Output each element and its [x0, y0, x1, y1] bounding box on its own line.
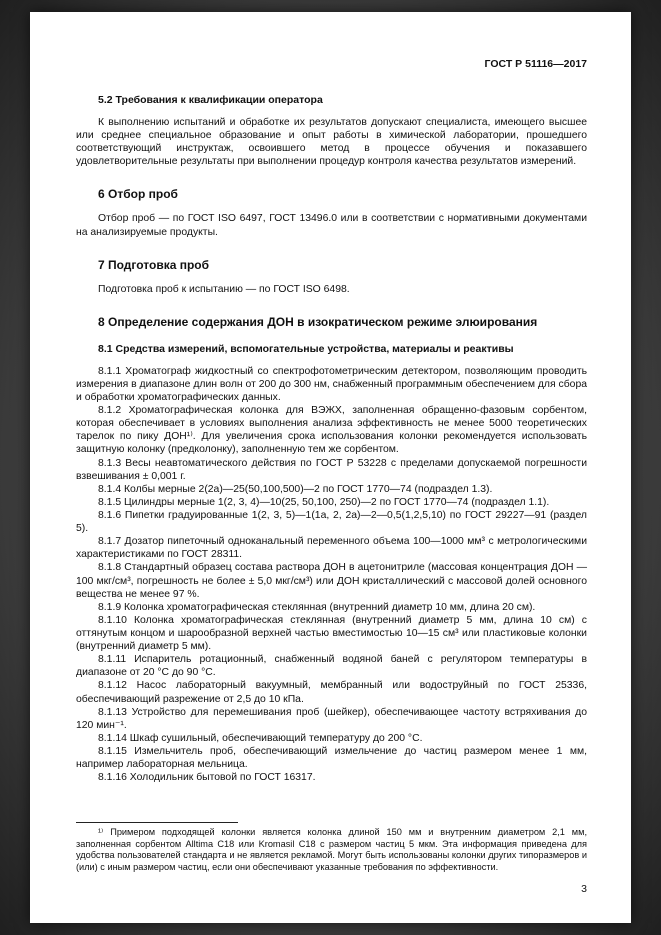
heading-5-2-operator-qualification: 5.2 Требования к квалификации оператора: [98, 94, 323, 106]
paragraph-8-1-12: 8.1.12 Насос лабораторный вакуумный, мембранный или водоструйный по ГОСТ 25336, обеспечивающий разрежение от 2,5 до 10 кПа.: [76, 680, 587, 705]
paragraph-8-1-9: 8.1.9 Колонка хроматографическая стеклянная (внутренний диаметр 10 мм, длина 20 см).: [98, 601, 536, 613]
heading-7-sample-preparation: 7 Подготовка проб: [98, 257, 210, 272]
paragraph: К выполнению испытаний и обработке их результатов допускают специалиста, имеющего высшее или среднее специальное образование и опыт работы в химической лаборатории, прошедшего соответствующий инструктаж, освоившего метод в процессе обучения и показавшего удовлетворительные результаты при выполнении процедур контроля качества результатов измерений.: [76, 117, 587, 168]
document-page: [30, 12, 631, 923]
page-number: 3: [581, 883, 587, 895]
paragraph-8-1-16: 8.1.16 Холодильник бытовой по ГОСТ 16317.: [98, 772, 316, 784]
paragraph: Подготовка проб к испытанию — по ГОСТ ISO 6498.: [98, 283, 350, 295]
paragraph-8-1-6: 8.1.6 Пипетки градуированные 1(2, 3, 5)—1(1а, 2, 2а)—2—0,5(1,2,5,10) по ГОСТ 29227—91 (раздел 5).: [76, 509, 587, 535]
paragraph-8-1-10: 8.1.10 Колонка хроматографическая стеклянная (внутренний диаметр 5 мм, длина 10 см) с оттянутым концом и шарообразной верхней частью вместимостью 10—15 см³ или пластиковые колонки (внутренний диаметр 5 мм).: [76, 614, 587, 653]
paragraph-8-1-15: 8.1.15 Измельчитель проб, обеспечивающий измельчение до частиц размером менее 1 мм, например лабораторная мельница.: [76, 745, 587, 771]
paragraph-8-1-8: 8.1.8 Стандартный образец состава раствора ДОН в ацетонитриле (массовая концентрация ДОН — 100 мкг/см³, погрешность не более ± 5,0 мкг/см³) или ДОН кристаллический с массовой долей основного вещества не менее 97 %.: [76, 562, 587, 600]
paragraph-8-1-14: 8.1.14 Шкаф сушильный, обеспечивающий температуру до 200 °С.: [98, 732, 423, 744]
paragraph: Отбор проб — по ГОСТ ISO 6497, ГОСТ 13496.0 или в соответствии с нормативными документами на анализируемые продукты.: [76, 213, 587, 238]
paragraph-8-1-4: 8.1.4 Колбы мерные 2(2а)—25(50,100,500)—2 по ГОСТ 1770—74 (подраздел 1.3).: [98, 483, 493, 495]
heading-8-don-determination: 8 Определение содержания ДОН в изократическом режиме элюирования: [98, 314, 538, 329]
footnote-rule: [76, 822, 238, 823]
doc-number: ГОСТ Р 51116—2017: [484, 58, 587, 70]
heading-8-1-instruments-materials: 8.1 Средства измерений, вспомогательные устройства, материалы и реактивы: [98, 342, 514, 355]
footnote-area: [76, 808, 587, 873]
paragraph-8-1-5: 8.1.5 Цилиндры мерные 1(2, 3, 4)—10(25, 50,100, 250)—2 по ГОСТ 1770—74 (подраздел 1.1).: [98, 496, 550, 508]
paragraph-8-1-3: 8.1.3 Весы неавтоматического действия по ГОСТ Р 53228 с пределами допускаемой погрешности взвешивания ± 0,001 г.: [76, 457, 587, 482]
paragraph-8-1-7: 8.1.7 Дозатор пипеточный одноканальный переменного объема 100—1000 мм³ с метрологическими характеристиками по ГОСТ 28311.: [76, 536, 587, 561]
footnote-text: ¹⁾ Примером подходящей колонки является колонка длиной 150 мм и внутренним диаметром 2,1 мм, заполненная сорбентом Alltima C18 или Kromasil C18 с размером частиц 5 мкм. Эта информация приведена для удобства пользователей стандарта и не является рекламой. Могут быть использованы колонки других типоразмеров и (или) с иным размером частиц, если они обеспечивают указанные требования по эффективности.: [76, 827, 587, 872]
paragraph-8-1-1: 8.1.1 Хроматограф жидкостный со спектрофотометрическим детектором, позволяющим проводить измерения в диапазоне длин волн от 200 до 300 нм, снабженный программным обеспечением для сбора и обработки хроматографических данных.: [76, 365, 587, 403]
paragraph-8-1-13: 8.1.13 Устройство для перемешивания проб (шейкер), обеспечивающее частоту встряхивания до 120 мин⁻¹.: [76, 706, 587, 731]
document-content: [76, 94, 587, 784]
paragraph-8-1-11: 8.1.11 Испаритель ротационный, снабженный водяной баней с регулятором температуры в диапазоне от 20 °С до 90 °С.: [76, 654, 587, 679]
paragraph-8-1-2: 8.1.2 Хроматографическая колонка для ВЭЖХ, заполненная обращенно-фазовым сорбентом, которая обеспечивает в условиях выполнения анализа эффективность не менее 5000 теоретических тарелок по пику ДОН¹⁾. Для увеличения срока использования колонки рекомендуется использовать защитную колонку (предколонку), заполненную тем же сорбентом.: [76, 405, 587, 456]
heading-6-sampling: 6 Отбор проб: [98, 187, 178, 202]
